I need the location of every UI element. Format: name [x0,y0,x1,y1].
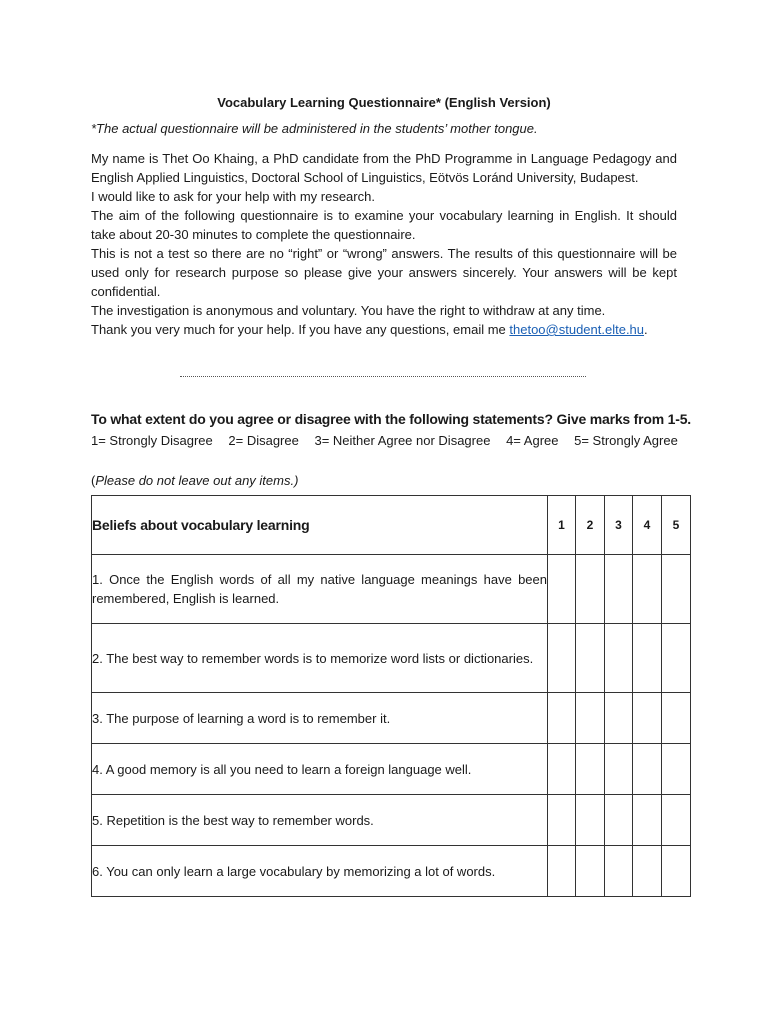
rating-cell-3[interactable] [605,624,633,693]
rating-cell-3[interactable] [605,693,633,744]
table-row [92,693,691,744]
scale-4-label: 4= Agree [506,433,559,448]
rating-cell-5[interactable] [662,693,691,744]
column-header-1: 1 [548,496,576,555]
rating-cell-3[interactable] [605,795,633,846]
rating-cell-5[interactable] [662,795,691,846]
scale-5-label: 5= Strongly Agree [574,433,678,448]
translation-note: *The actual questionnaire will be administered in the students’ mother tongue. [91,121,538,136]
rating-cell-1[interactable] [548,555,576,624]
intro-section [91,149,677,339]
rating-cell-2[interactable] [576,693,605,744]
column-header-3: 3 [605,496,633,555]
table-row [92,555,691,624]
rating-cell-2[interactable] [576,555,605,624]
question-heading: To what extent do you agree or disagree with the following statements? Give marks from 1-5. [91,411,692,427]
rating-cell-2[interactable] [576,624,605,693]
rating-cell-1[interactable] [548,846,576,897]
rating-cell-2[interactable] [576,795,605,846]
intro-paragraph-aim: The aim of the following questionnaire is to examine your vocabulary learning in English. It should take about 20-30 minutes to complete the questionnaire. [91,208,677,242]
rating-cell-4[interactable] [633,744,662,795]
column-header-5: 5 [662,496,691,555]
rating-cell-3[interactable] [605,846,633,897]
statement-text: 1. Once the English words of all my native language meanings have been remembered, English is learned. [92,555,548,624]
intro-paragraph-author: My name is Thet Oo Khaing, a PhD candidate from the PhD Programme in Language Pedagogy and English Applied Linguistics, Doctoral School of Linguistics, Eötvös Loránd University, Budapest. [91,151,677,185]
rating-cell-4[interactable] [633,624,662,693]
table-row [92,795,691,846]
rating-cell-1[interactable] [548,744,576,795]
intro-paragraph-request: I would like to ask for your help with my research. [91,189,375,204]
beliefs-table [91,495,691,897]
column-header-4: 4 [633,496,662,555]
statement-text: 4. A good memory is all you need to learn a foreign language well. [92,744,548,795]
column-header-2: 2 [576,496,605,555]
rating-cell-1[interactable] [548,693,576,744]
rating-cell-1[interactable] [548,624,576,693]
rating-cell-5[interactable] [662,744,691,795]
table-row [92,744,691,795]
rating-cell-2[interactable] [576,846,605,897]
statement-text: 3. The purpose of learning a word is to remember it. [92,693,548,744]
rating-cell-4[interactable] [633,555,662,624]
page-title: Vocabulary Learning Questionnaire* (English Version) [217,95,551,110]
rating-cell-1[interactable] [548,795,576,846]
intro-paragraph-not-a-test: This is not a test so there are no “right” or “wrong” answers. The results of this questionnaire will be used only for research purpose so please give your answers sincerely. Your answers will be kept confidential. [91,246,677,299]
instruction-italic: Please do not leave out any items.) [95,473,299,488]
rating-scale-legend [91,430,681,451]
rating-cell-3[interactable] [605,744,633,795]
rating-cell-5[interactable] [662,555,691,624]
rating-cell-2[interactable] [576,744,605,795]
instruction-open-paren: ( [91,473,96,488]
scale-2-label: 2= Disagree [228,433,299,448]
table-row [92,624,691,693]
email-link[interactable]: thetoo@student.elte.hu [509,322,645,337]
rating-cell-4[interactable] [633,795,662,846]
table-header-label: Beliefs about vocabulary learning [92,496,548,555]
instruction-text [91,473,298,488]
thanks-text: Thank you very much for your help. If you have any questions, email me [91,322,506,337]
statement-text: 6. You can only learn a large vocabulary by memorizing a lot of words. [92,846,548,897]
scale-1-label: 1= Strongly Disagree [91,433,213,448]
table-row [92,846,691,897]
table-header-row [92,496,691,555]
rating-cell-3[interactable] [605,555,633,624]
rating-cell-5[interactable] [662,624,691,693]
statement-text: 2. The best way to remember words is to memorize word lists or dictionaries. [92,624,548,693]
scale-3-label: 3= Neither Agree nor Disagree [314,433,491,448]
email-period: . [644,322,648,337]
rating-cell-4[interactable] [633,846,662,897]
intro-paragraph-anonymous: The investigation is anonymous and voluntary. You have the right to withdraw at any time. [91,303,606,318]
rating-cell-4[interactable] [633,693,662,744]
statement-text: 5. Repetition is the best way to remember words. [92,795,548,846]
intro-paragraph-thanks [91,320,677,339]
rating-cell-5[interactable] [662,846,691,897]
dotted-divider [180,376,586,377]
